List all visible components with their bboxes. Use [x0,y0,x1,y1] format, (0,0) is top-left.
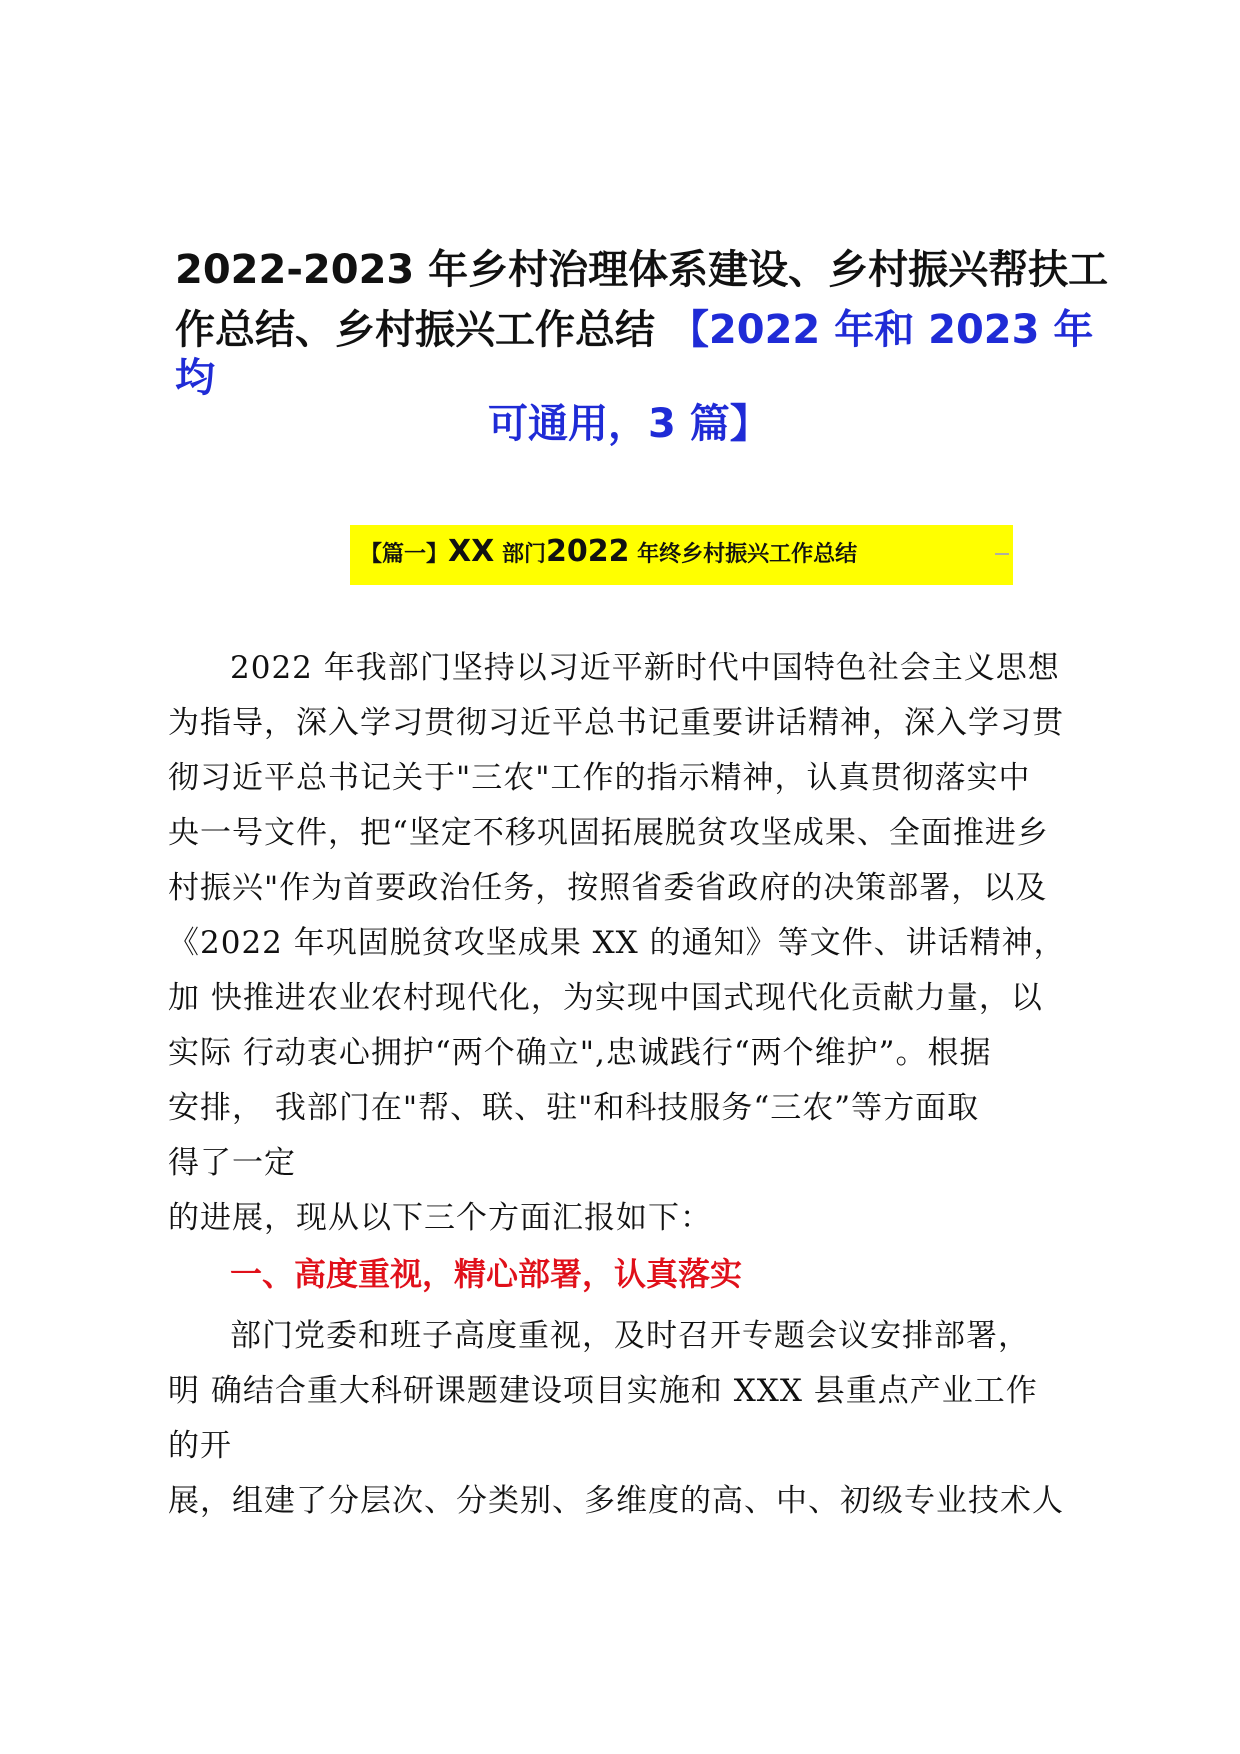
paragraph-line: 的开 [168,1428,232,1464]
chapter-suffix: 年终乡村振兴工作总结 [629,542,858,567]
section-heading-1: 一、高度重视，精心部署，认真落实 [230,1255,743,1293]
paragraph-line: 央一号文件，把“坚定不移巩固拓展脱贫攻坚成果、全面推进乡 [168,815,1049,851]
decorative-dash [995,553,1009,555]
paragraph-line: 彻习近平总书记关于"三农"工作的指示精神，认真贯彻落实中 [168,760,1031,796]
title-line-2 [175,306,1093,354]
title-line-2-text: 作总结、乡村振兴工作总结 [175,307,669,353]
paragraph-line: 实际 行动衷心拥护“两个确立",忠诚践行“两个维护”。根据 [168,1035,992,1071]
title-line-2-blue: 【2022 年和 2023 年 [668,307,1094,353]
chapter-prefix: 【篇一】 [360,542,449,567]
chapter-heading-highlight [350,525,1013,585]
paragraph-line: 展，组建了分层次、分类别、多维度的高、中、初级专业技术人 [168,1483,1064,1519]
chapter-heading [360,535,857,572]
paragraph-line: 为指导，深入学习贯彻习近平总书记重要讲话精神，深入学习贯 [168,705,1064,741]
paragraph-line: 部门党委和班子高度重视，及时召开专题会议安排部署， [230,1318,1030,1354]
paragraph-line: 村振兴"作为首要政治任务，按照省委省政府的决策部署，以及 [168,870,1048,906]
title-line-3: 均 [175,355,215,401]
paragraph-line: 明 确结合重大科研课题建设项目实施和 XXX 县重点产业工作 [168,1373,1038,1409]
paragraph-line: 《2022 年巩固脱贫攻坚成果 XX 的通知》等文件、讲话精神， [168,925,1066,961]
paragraph-line: 安排， 我部门在"帮、联、驻"和科技服务“三农”等方面取 [168,1090,980,1126]
paragraph-line: 得了一定 [168,1145,296,1181]
chapter-xx: XX [448,534,495,569]
chapter-year: 2022 [545,534,630,569]
paragraph-line: 的进展，现从以下三个方面汇报如下： [168,1200,712,1236]
title-line-4: 可通用，3 篇】 [488,401,770,447]
title-line-1: 2022-2023 年乡村治理体系建设、乡村振兴帮扶工 [175,247,1109,293]
paragraph-line: 加 快推进农业农村现代化，为实现中国式现代化贡献力量，以 [168,980,1043,1016]
paragraph-line: 2022 年我部门坚持以习近平新时代中国特色社会主义思想 [230,650,1060,686]
chapter-dept: 部门 [494,542,546,567]
